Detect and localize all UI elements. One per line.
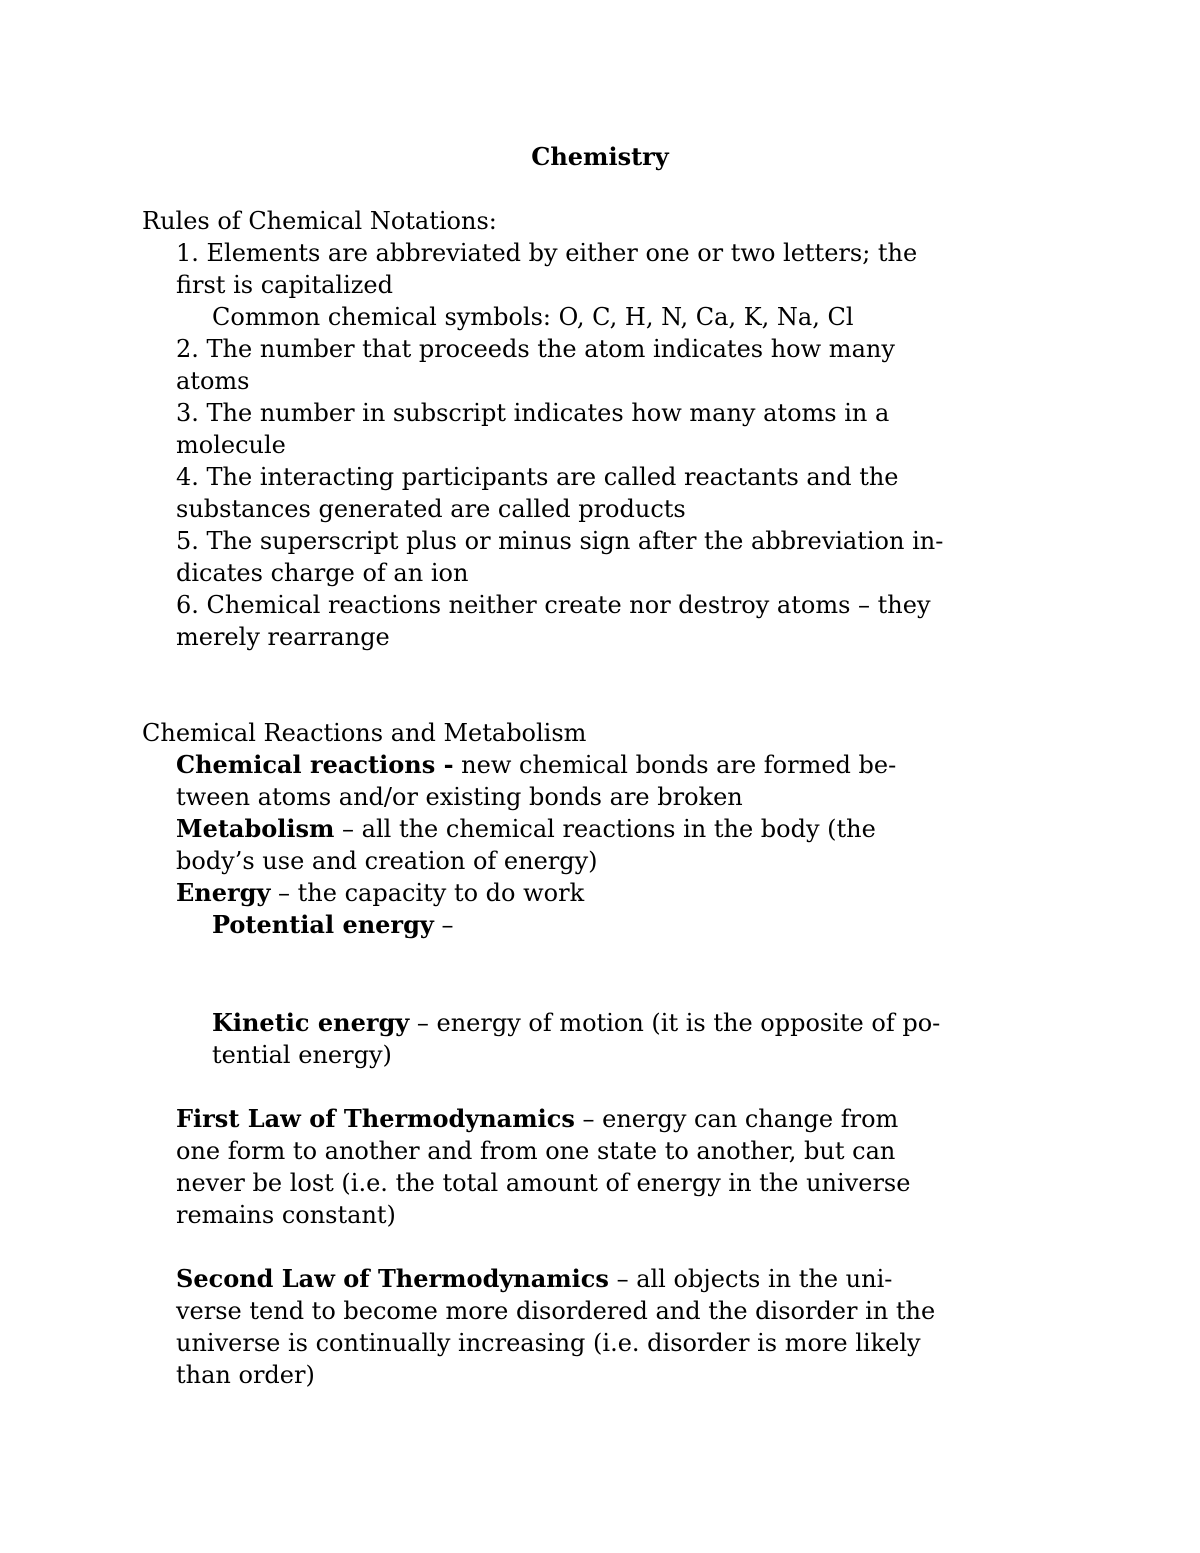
definition-potential-energy bbox=[212, 909, 1200, 941]
kinetic-section bbox=[0, 1007, 1200, 1071]
term-kinetic-energy: Kinetic energy bbox=[212, 1008, 410, 1037]
rule-line: molecule bbox=[176, 431, 286, 459]
term-energy: Energy bbox=[176, 878, 271, 907]
section-heading-rules: Rules of Chemical Notations: bbox=[142, 207, 497, 235]
rule-line: 3. The number in subscript indicates how many atoms in a bbox=[176, 399, 890, 427]
definition-text: – energy of motion (it is the opposite of po- bbox=[409, 1009, 941, 1037]
definition-text: – energy can change from bbox=[574, 1105, 899, 1133]
definition-metabolism bbox=[176, 813, 1200, 845]
definition-text: universe is continually increasing (i.e. disorder is more likely bbox=[176, 1329, 921, 1357]
definition-text: verse tend to become more disordered and the disorder in the bbox=[176, 1297, 936, 1325]
term-metabolism: Metabolism bbox=[176, 814, 335, 843]
rule-line: merely rearrange bbox=[176, 623, 390, 651]
term-second-law: Second Law of Thermodynamics bbox=[176, 1264, 609, 1293]
term-chemical-reactions: Chemical reactions - bbox=[176, 750, 454, 779]
definition-text: – the capacity to do work bbox=[270, 879, 585, 907]
rule-line: first is capitalized bbox=[176, 271, 393, 299]
rule-line: substances generated are called products bbox=[176, 495, 686, 523]
definition-text: body’s use and creation of energy) bbox=[176, 847, 598, 875]
rule-line: 5. The superscript plus or minus sign after the abbreviation in- bbox=[176, 527, 944, 555]
rule-line: 6. Chemical reactions neither create nor destroy atoms – they bbox=[176, 591, 931, 619]
definition-text: – all the chemical reactions in the body (the bbox=[334, 815, 876, 843]
rules-section bbox=[0, 205, 1200, 653]
definition-text: new chemical bonds are formed be- bbox=[453, 751, 897, 779]
definition-text: tential energy) bbox=[212, 1041, 392, 1069]
definition-chemical-reactions bbox=[176, 749, 1200, 781]
page-title: Chemistry bbox=[531, 142, 669, 171]
definition-text: – bbox=[433, 911, 454, 939]
term-potential-energy: Potential energy bbox=[212, 910, 434, 939]
definition-text: remains constant) bbox=[176, 1201, 396, 1229]
first-law-section bbox=[0, 1103, 1200, 1231]
common-symbols-line: Common chemical symbols: O, C, H, N, Ca, K, Na, Cl bbox=[212, 303, 854, 331]
rule-line: atoms bbox=[176, 367, 250, 395]
definition-text: never be lost (i.e. the total amount of energy in the universe bbox=[176, 1169, 911, 1197]
definition-text: tween atoms and/or existing bonds are broken bbox=[176, 783, 743, 811]
definition-text: than order) bbox=[176, 1361, 315, 1389]
section-heading-reactions: Chemical Reactions and Metabolism bbox=[142, 719, 587, 747]
definition-first-law bbox=[176, 1103, 1200, 1135]
definition-text: – all objects in the uni- bbox=[608, 1265, 893, 1293]
definition-kinetic-energy bbox=[212, 1007, 1200, 1039]
second-law-section bbox=[0, 1263, 1200, 1391]
rule-line: 4. The interacting participants are called reactants and the bbox=[176, 463, 899, 491]
reactions-section bbox=[0, 717, 1200, 941]
rule-line: dicates charge of an ion bbox=[176, 559, 469, 587]
term-first-law: First Law of Thermodynamics bbox=[176, 1104, 575, 1133]
definition-energy bbox=[176, 877, 1200, 909]
rule-line: 2. The number that proceeds the atom indicates how many bbox=[176, 335, 895, 363]
rule-line: 1. Elements are abbreviated by either one or two letters; the bbox=[176, 239, 918, 267]
definition-second-law bbox=[176, 1263, 1200, 1295]
definition-text: one form to another and from one state to another, but can bbox=[176, 1137, 896, 1165]
